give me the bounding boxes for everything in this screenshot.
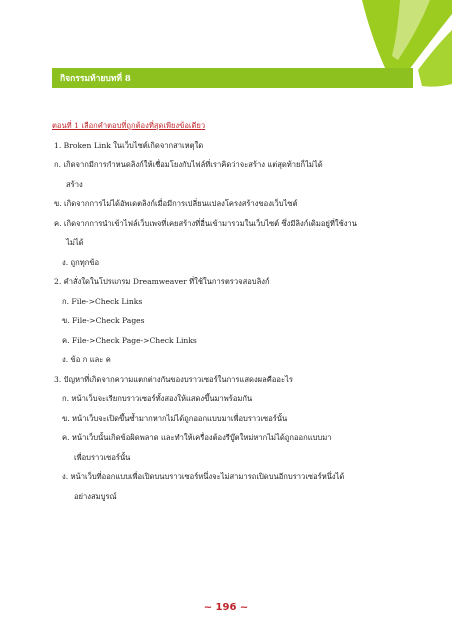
choice-d: ง. หน้าเว็บที่ออกแบบเพื่อเปิดบนบราวเซอร์หนึ่งจะไม่สามารถเปิดบนอีกบราวเซอร์หนึ่งได้ xyxy=(62,472,345,481)
choice-c: ค. หน้าเว็บนั้นเกิดข้อผิดพลาด และทำให้เครื่องต้องรีบู๊ตใหม่หากไม่ได้ถูกออกแบบมา xyxy=(62,433,332,442)
choice-b: ข. เกิดจากการไม่ได้อัพเดตลิงก์เมื่อมีการเปลี่ยนแปลงโครงสร้างของเว็บไซต์ xyxy=(54,199,298,208)
question-3 xyxy=(52,370,414,507)
activity-header-bar xyxy=(52,68,413,88)
activity-title: กิจกรรมท้ายบทที่ 8 xyxy=(60,74,131,84)
choice-a: ก. หน้าเว็บจะเรียกบราวเซอร์ทั้งสองให้แสดงขึ้นมาพร้อมกัน xyxy=(62,394,253,403)
choice-d-continued: อย่างสมบูรณ์ xyxy=(74,491,117,501)
choice-a-continued: สร้าง xyxy=(66,179,83,189)
question-text: 2. คำสั่งใดในโปรแกรม Dreamweaver ที่ใช้ในการตรวจสอบลิงก์ xyxy=(54,277,270,286)
section-title: ตอนที่ 1 เลือกคำตอบที่ถูกต้องที่สุดเพียงข้อเดียว xyxy=(52,121,206,130)
green-stripe-3 xyxy=(418,30,452,87)
choice-c-continued: ไม่ได้ xyxy=(66,238,84,247)
choice-a: ก. File->Check Links xyxy=(62,296,143,306)
page-number: ~ 196 ~ xyxy=(203,602,249,613)
question-text: 3. ปัญหาที่เกิดจากความแตกต่างกันของบราวเซอร์ในการแสดงผลคืออะไร xyxy=(54,374,293,384)
question-text: 1. Broken Link ในเว็บไซต์เกิดจากสาเหตุใด xyxy=(54,140,204,150)
choice-d: ง. ถูกทุกข้อ xyxy=(62,257,100,267)
question-1 xyxy=(52,136,414,273)
green-stripe-2 xyxy=(392,0,430,60)
choice-b: ข. File->Check Pages xyxy=(62,316,145,325)
choice-a: ก. เกิดจากมีการกำหนดลิงก์ให้เชื่อมโยงกับไฟล์ที่เราคิดว่าจะสร้าง แต่สุดท้ายก็ไม่ได้ xyxy=(54,160,323,169)
choice-b: ข. หน้าเว็บจะเปิดขึ้นซ้ำมากหากไม่ได้ถูกออกแบบมาเพื่อบราวเซอร์นั้น xyxy=(62,413,288,423)
choice-c: ค. File->Check Page->Check Links xyxy=(62,335,197,345)
choice-c-continued: เพื่อบราวเซอร์นั้น xyxy=(74,452,131,462)
choice-d: ง. ข้อ ก และ ค xyxy=(62,355,111,364)
exercise-content xyxy=(52,116,414,506)
question-2 xyxy=(52,272,414,370)
choice-c: ค. เกิดจากการนำเข้าไฟล์เว็บเพจที่เคยสร้างที่อื่นเข้ามารวมในเว็บไซต์ ซึ่งมีลิงก์เดิมอยู่ที่ใช้งาน xyxy=(54,218,357,228)
